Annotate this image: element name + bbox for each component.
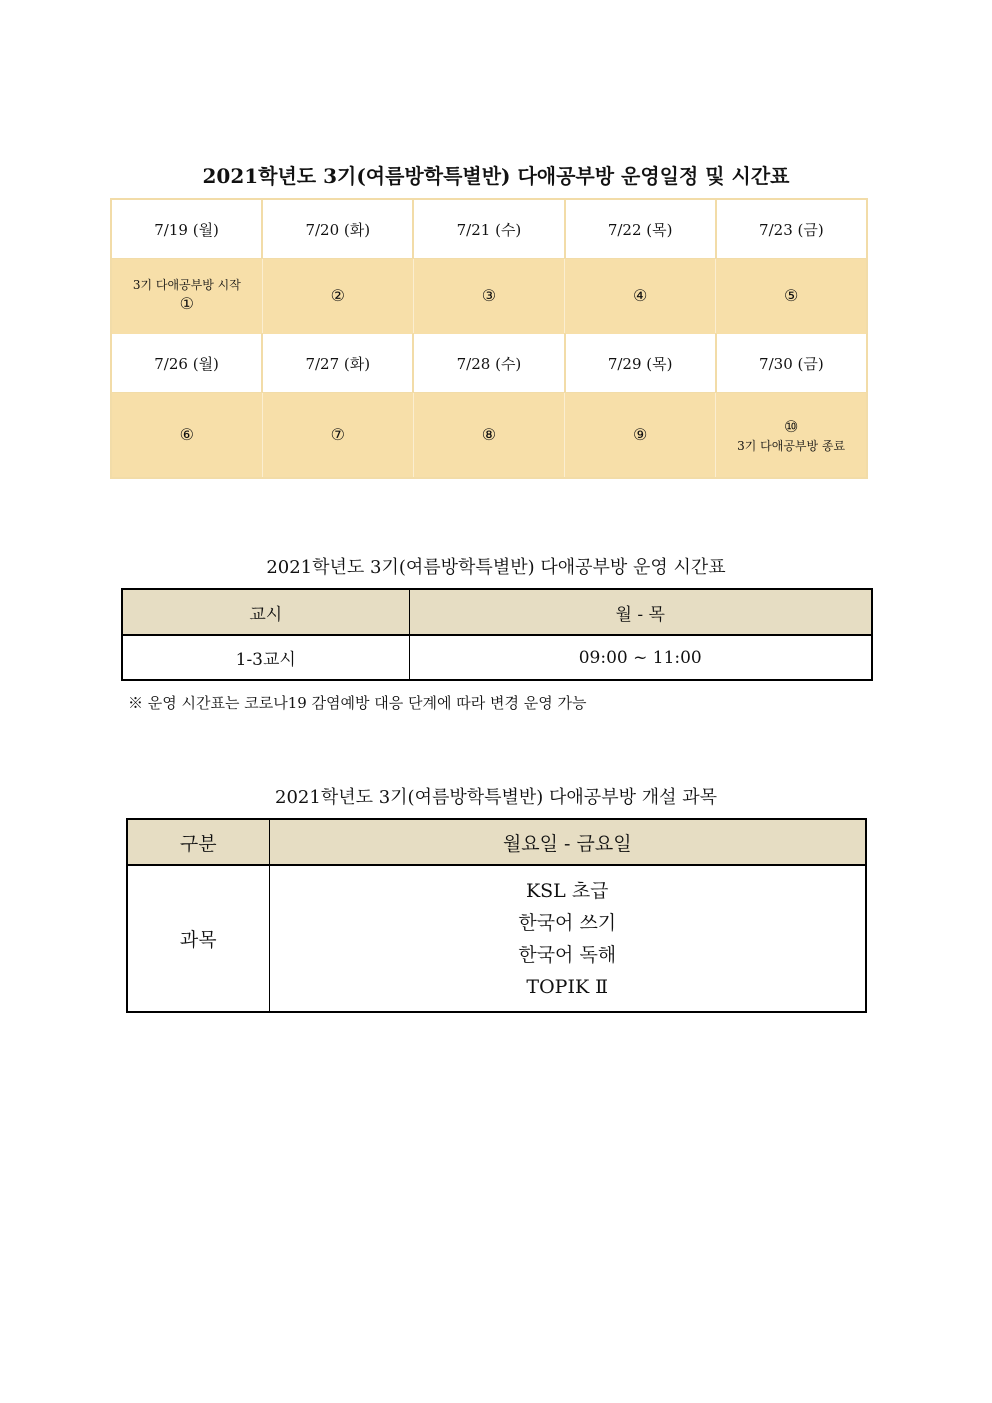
subject-label: 과목 xyxy=(127,865,269,1012)
schedule-calendar xyxy=(110,198,868,479)
session-number: ④ xyxy=(632,286,648,305)
subject-item: 한국어 쓰기 xyxy=(518,911,617,934)
session-cell xyxy=(111,259,262,334)
session-number: ⑥ xyxy=(179,425,195,444)
date-cell: 7/27 (화) xyxy=(262,334,413,393)
session-cell xyxy=(565,259,716,334)
date-cell: 7/28 (수) xyxy=(413,334,564,393)
operating-title: 2021학년도 3기(여름방학특별반) 다애공부방 운영 시간표 xyxy=(266,557,726,578)
time-cell: 09:00 ~ 11:00 xyxy=(409,635,872,680)
session-cell xyxy=(262,393,413,479)
start-note: 3기 다애공부방 시작 xyxy=(132,278,241,292)
session-cell xyxy=(716,259,867,334)
session-cell xyxy=(413,259,564,334)
session-number: ① xyxy=(179,294,195,313)
session-number: ⑧ xyxy=(481,425,497,444)
days-header: 월 - 목 xyxy=(409,589,872,635)
session-number: ③ xyxy=(481,286,497,305)
date-cell: 7/21 (수) xyxy=(413,199,564,259)
session-cell xyxy=(565,393,716,479)
date-cell: 7/20 (화) xyxy=(262,199,413,259)
session-cell xyxy=(716,393,867,479)
session-number: ② xyxy=(330,286,345,305)
subject-item: KSL 초급 xyxy=(525,879,609,902)
date-cell: 7/22 (목) xyxy=(565,199,716,259)
operating-note: ※ 운영 시간표는 코로나19 감염예방 대응 단계에 따라 변경 운영 가능 xyxy=(128,694,587,712)
date-cell: 7/23 (금) xyxy=(716,199,867,259)
date-cell: 7/30 (금) xyxy=(716,334,867,393)
end-note: 3기 다애공부방 종료 xyxy=(737,439,846,453)
subject-item: TOPIK Ⅱ xyxy=(526,975,609,998)
period-header: 교시 xyxy=(122,589,409,635)
date-cell: 7/29 (목) xyxy=(565,334,716,393)
subject-list xyxy=(269,865,866,1012)
session-number: ⑤ xyxy=(783,286,799,305)
session-cell xyxy=(413,393,564,479)
session-number: ⑨ xyxy=(632,425,648,444)
session-number: ⑩ xyxy=(783,417,799,436)
subject-item: 한국어 독해 xyxy=(518,943,617,966)
category-header: 구분 xyxy=(127,819,269,865)
schedule-title: 2021학년도 3기(여름방학특별반) 다애공부방 운영일정 및 시간표 xyxy=(202,164,790,188)
operating-table xyxy=(121,588,873,681)
session-number: ⑦ xyxy=(330,425,345,444)
session-cell xyxy=(262,259,413,334)
weekdays-header: 월요일 - 금요일 xyxy=(269,819,866,865)
period-cell: 1-3교시 xyxy=(122,635,409,680)
subjects-table xyxy=(126,818,867,1013)
subjects-title: 2021학년도 3기(여름방학특별반) 다애공부방 개설 과목 xyxy=(275,787,717,808)
session-cell xyxy=(111,393,262,479)
date-cell: 7/26 (월) xyxy=(111,334,262,393)
date-cell: 7/19 (월) xyxy=(111,199,262,259)
